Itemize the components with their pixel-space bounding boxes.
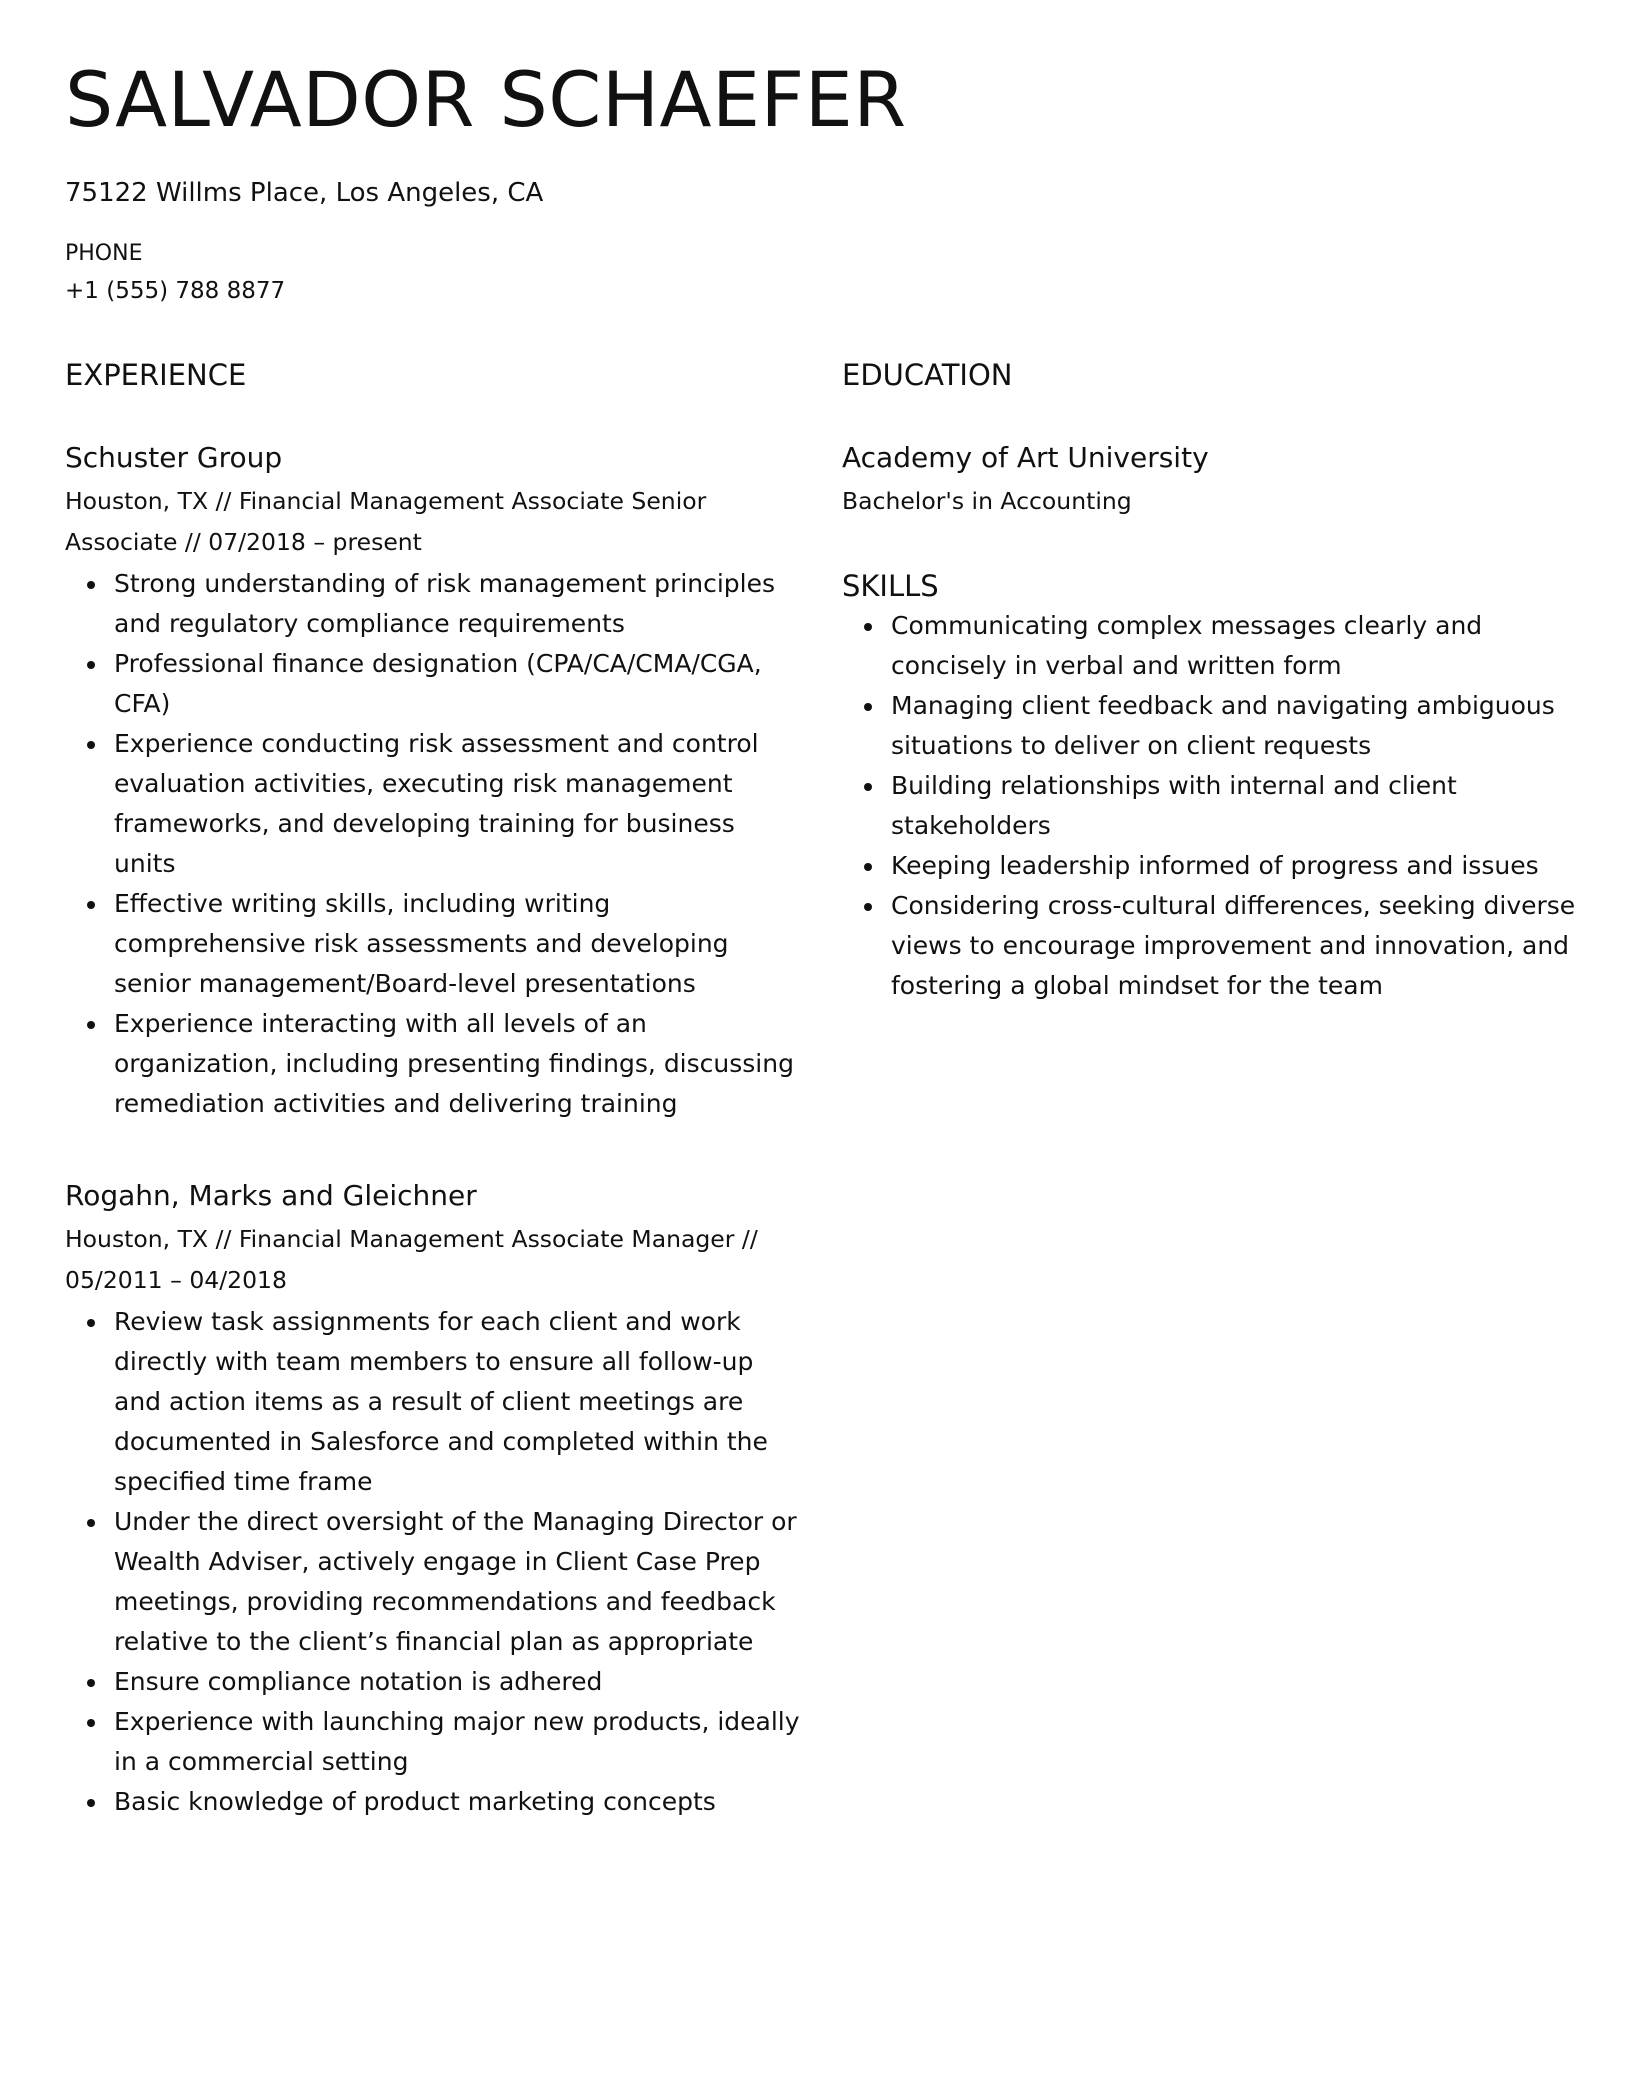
bullet-text: Under the direct oversight of the Managing Director or Wealth Adviser, actively engage in Client Case Prep meetings, providing recommendations and feedback relative to the client’s financial plan as appropriate <box>114 1507 797 1656</box>
bullet-icon <box>864 903 872 911</box>
job-entry <box>65 438 800 1124</box>
list-item <box>65 1502 800 1662</box>
degree: Bachelor's in Accounting <box>842 487 1132 515</box>
job-bullets <box>65 564 800 1124</box>
skill-text: Managing client feedback and navigating ambiguous situations to deliver on client requests <box>891 691 1555 760</box>
bullet-icon <box>87 581 95 589</box>
bullet-icon <box>864 783 872 791</box>
bullet-icon <box>87 1679 95 1687</box>
bullet-text: Ensure compliance notation is adhered <box>114 1667 603 1696</box>
bullet-icon <box>87 901 95 909</box>
bullet-icon <box>87 741 95 749</box>
job-company: Schuster Group <box>65 441 283 474</box>
list-item <box>65 564 800 644</box>
address: 75122 Willms Place, Los Angeles, CA <box>65 178 544 208</box>
list-item <box>842 766 1582 846</box>
bullet-text: Review task assignments for each client and work directly with team members to ensure all follow-up and action items as a result of client meetings are documented in Salesforce and completed within the specified time frame <box>114 1307 768 1496</box>
candidate-name: SALVADOR SCHAEFER <box>65 55 907 144</box>
skill-text: Building relationships with internal and client stakeholders <box>891 771 1457 840</box>
list-item <box>842 606 1582 686</box>
education-entry <box>842 438 1582 522</box>
skills-heading: SKILLS <box>842 569 939 603</box>
bullet-icon <box>87 1319 95 1327</box>
bullet-text: Experience interacting with all levels of an organization, including presenting findings, discussing remediation activities and delivering training <box>114 1009 794 1118</box>
bullet-icon <box>87 1519 95 1527</box>
bullet-text: Professional finance designation (CPA/CA/CMA/CGA, CFA) <box>114 649 762 718</box>
list-item <box>65 1302 800 1502</box>
bullet-icon <box>87 661 95 669</box>
list-item <box>842 686 1582 766</box>
list-item <box>65 1662 800 1702</box>
job-company: Rogahn, Marks and Gleichner <box>65 1179 477 1212</box>
bullet-icon <box>864 623 872 631</box>
job-meta: Houston, TX // Financial Management Associate Senior Associate // 07/2018 – present <box>65 487 707 556</box>
job-meta: Houston, TX // Financial Management Associate Manager // 05/2011 – 04/2018 <box>65 1225 758 1294</box>
job-entry <box>65 1176 800 1822</box>
bullet-icon <box>864 703 872 711</box>
skill-text: Keeping leadership informed of progress and issues <box>891 851 1539 880</box>
list-item <box>65 884 800 1004</box>
list-item <box>65 724 800 884</box>
list-item <box>65 1702 800 1782</box>
bullet-text: Basic knowledge of product marketing concepts <box>114 1787 716 1816</box>
education-heading: EDUCATION <box>842 358 1013 392</box>
job-bullets <box>65 1302 800 1822</box>
bullet-text: Experience with launching major new products, ideally in a commercial setting <box>114 1707 800 1776</box>
bullet-icon <box>87 1021 95 1029</box>
bullet-icon <box>87 1799 95 1807</box>
list-item <box>65 1782 800 1822</box>
list-item <box>842 846 1582 886</box>
skills-list <box>842 606 1582 1006</box>
bullet-icon <box>864 863 872 871</box>
bullet-text: Effective writing skills, including writing comprehensive risk assessments and developing senior management/Board-level presentations <box>114 889 729 998</box>
skill-text: Considering cross-cultural differences, seeking diverse views to encourage improvement and innovation, and fostering a global mindset for the team <box>891 891 1576 1000</box>
phone-number: +1 (555) 788 8877 <box>65 278 286 304</box>
bullet-icon <box>87 1719 95 1727</box>
phone-label: PHONE <box>65 241 143 266</box>
school-name: Academy of Art University <box>842 441 1209 474</box>
right-column <box>842 355 1582 1006</box>
list-item <box>842 886 1582 1006</box>
skill-text: Communicating complex messages clearly and concisely in verbal and written form <box>891 611 1483 680</box>
bullet-text: Strong understanding of risk management principles and regulatory compliance requirements <box>114 569 776 638</box>
experience-heading: EXPERIENCE <box>65 358 247 392</box>
experience-section <box>65 355 800 1822</box>
bullet-text: Experience conducting risk assessment and control evaluation activities, executing risk management frameworks, and developing training for business units <box>114 729 759 878</box>
list-item <box>65 644 800 724</box>
list-item <box>65 1004 800 1124</box>
